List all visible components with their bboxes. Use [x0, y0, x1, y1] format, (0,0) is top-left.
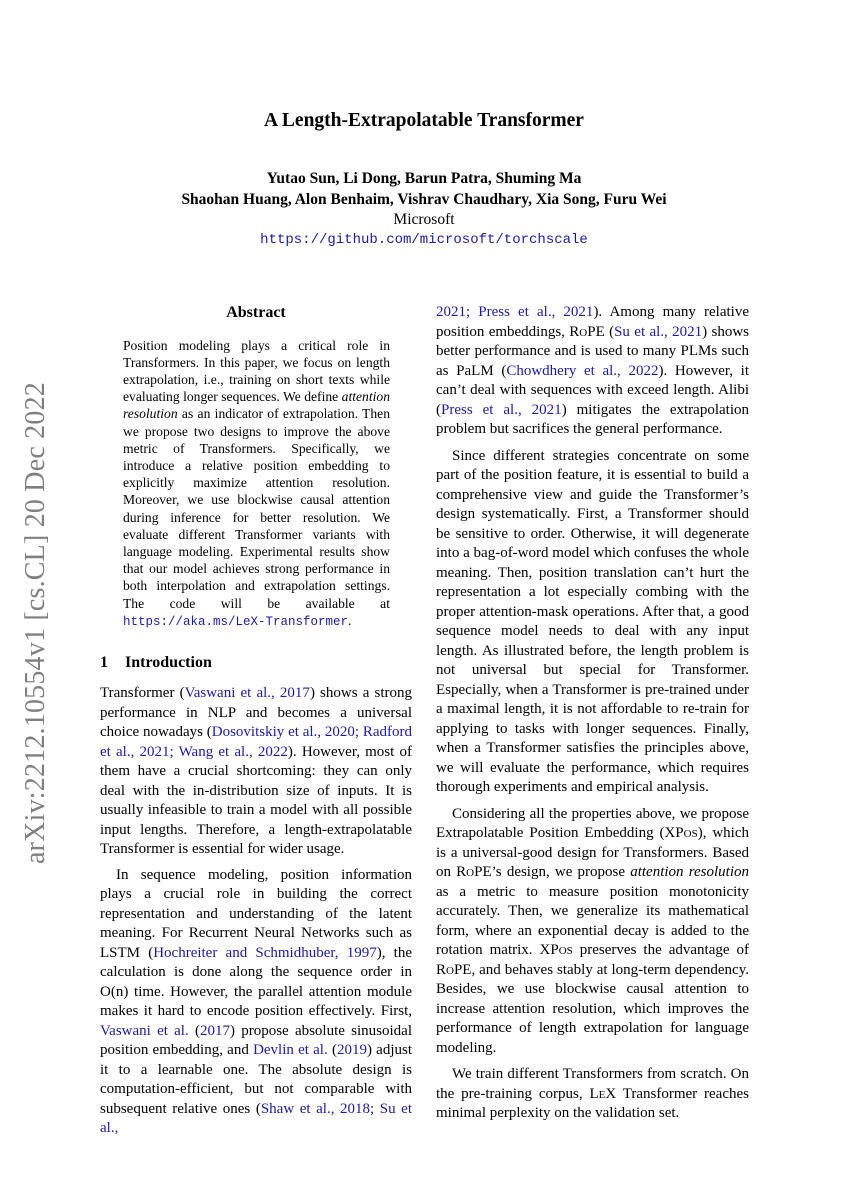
- abstract-heading: Abstract: [226, 304, 286, 321]
- citation-link[interactable]: 2019: [336, 1042, 367, 1059]
- arxiv-side-stamp: [14, 375, 58, 870]
- author-list: [0, 168, 848, 210]
- text-run: ), which is a universal-good design for Transformers. Based on: [436, 825, 749, 880]
- text-run: ) mitigates the extrapolation problem but sacrifices the general performance.: [436, 401, 749, 437]
- authors-line-1: Yutao Sun, Li Dong, Barun Patra, Shuming Ma: [266, 170, 582, 187]
- section-number: 1: [100, 653, 108, 671]
- code-link[interactable]: https://aka.ms/LeX-Transformer: [123, 614, 349, 629]
- text-run: ), the calculation is done along the sequence order in O(n) time. However, the parallel attention module makes it hard to encode position effectively. First,: [100, 944, 413, 1020]
- text-run: Transformer reaches minimal perplexity on the validation set.: [436, 1085, 749, 1121]
- text-run: as a metric to measure position monotonicity accurately. Then, we generalize its mathematical form, where an exponential decay is added to the rotation matrix.: [436, 883, 749, 958]
- text-run: We train different Transformers from scratch. On the pre-training corpus,: [436, 1066, 749, 1102]
- text-run: ) propose absolute sinusoidal position embedding, and: [100, 1022, 413, 1059]
- abstract-part: as an indicator of extrapolation. Then we propose two designs to improve the above metric of Transformers. Specifically, we introduce a relative position embedding to explicitly maximize attention resolution. Moreover, we use blockwise causal attention during inference for better resolution. We evaluate different Transformer variants with language modeling. Experimental results show that our model achieves strong performance in both interpolation and extrapolation settings. The code will be available at: [123, 406, 390, 611]
- right-column: [436, 303, 749, 1124]
- right-paragraph-1: Since different strategies concentrate on some part of the position feature, it is essential to build a comprehensive view and guide the Transformer’s design systematically. First, a Transformer should be sensitive to order. Otherwise, it will degenerate into a bag-of-word model which confuses the whole meaning. Then, position translation can’t hurt the representation a lot especially combing with the proper attention-mask operations. After that, a good sequence model needs to deal with any input length. As illustrated before, the length problem is not universal but special for Transformer. Especially, when a Transformer is pre-trained under a maximal length, it is not affordable to re-train for applying to tasks with longer sequences. Finally, when a Transformer satisfies the principles above, we will evaluate the performance, which requires thorough experiments and empirical analysis.: [436, 447, 749, 795]
- citation-link[interactable]: Su et al., 2021: [614, 323, 703, 340]
- text-run: Considering all the properties above, we propose Extrapolatable Position Embedding (: [436, 805, 749, 841]
- text-run: (: [188, 1022, 200, 1039]
- intro-paragraph-2: [100, 866, 412, 1139]
- section-title: Introduction: [125, 653, 212, 671]
- right-paragraph-0: [436, 303, 749, 440]
- text-run: (: [604, 323, 615, 340]
- paper-header: [0, 110, 848, 250]
- arxiv-identifier: arXiv:2212.10554v1 [cs.CL] 20 Dec 2022: [20, 381, 51, 864]
- text-run: , and behaves stably at long-term dependency. Besides, we use blockwise causal attention to increase attention resolution, which improves the performance of length extrapolation for language modeling.: [436, 961, 749, 1056]
- repository-link[interactable]: https://github.com/microsoft/torchscale: [260, 232, 588, 248]
- paper-title: A Length-Extrapolatable Transformer: [264, 110, 584, 131]
- affiliation: Microsoft: [393, 211, 455, 228]
- method-name: RoPE: [569, 323, 605, 340]
- left-column: [100, 303, 412, 1139]
- citation-link[interactable]: Dosovitskiy et al., 2020; Radford et al., 2021; Wang et al., 2022: [100, 724, 413, 760]
- method-name: RoPE: [456, 864, 492, 880]
- abstract-part: .: [348, 612, 352, 628]
- text-run: ’s design, we propose: [491, 864, 631, 880]
- citation-link[interactable]: Chowdhery et al., 2022: [506, 362, 659, 379]
- method-name: XPos: [539, 942, 573, 958]
- text-run: preserves the advantage of: [572, 942, 750, 958]
- citation-link[interactable]: 2017: [199, 1022, 230, 1039]
- citation-link[interactable]: Hochreiter and Schmidhuber, 1997: [153, 944, 377, 961]
- text-run: (: [327, 1042, 337, 1059]
- right-paragraph-2: [436, 805, 749, 1059]
- abstract-part: Position modeling plays a critical role in Transformers. In this paper, we focus on length extrapolation, i.e., training on short texts while evaluating longer sequences. We define: [123, 337, 390, 405]
- citation-link[interactable]: Vaswani et al., 2017: [184, 685, 310, 702]
- method-name: RoPE: [436, 961, 472, 978]
- right-paragraph-3: [436, 1065, 749, 1124]
- text-run: ) shows better performance and is used to many PLMs such as PaLM (: [436, 323, 749, 379]
- authors-line-2: Shaohan Huang, Alon Benhaim, Vishrav Chaudhary, Xia Song, Furu Wei: [181, 191, 667, 208]
- citation-link[interactable]: Vaswani et al.: [100, 1022, 189, 1039]
- text-run: Transformer (: [100, 685, 185, 702]
- abstract-emphasis: attention resolution: [123, 389, 390, 422]
- citation-link[interactable]: Press et al., 2021: [441, 401, 562, 418]
- intro-paragraph-1: [100, 684, 412, 860]
- method-name: XPos: [664, 825, 698, 841]
- section-heading-introduction: [100, 653, 412, 673]
- text-run: ). However, it can’t deal with sequences with exceed length. Alibi (: [436, 362, 749, 418]
- abstract-text: [123, 337, 390, 631]
- text-run: ). However, most of them have a crucial shortcoming: they can only deal with the in-distribution size of inputs. It is usually infeasible to train a model with all possible input lengths. Therefore, a length-extrapolatable Transformer is essential for wider usage.: [100, 743, 412, 858]
- emphasis: attention resolution: [630, 864, 749, 880]
- text-run: ) shows a strong performance in NLP and becomes a universal choice nowadays (: [100, 685, 412, 741]
- text-run: ) adjust it to a learnable one. The absolute design is computation-efficient, but not comparable with subsequent relative ones (: [100, 1042, 412, 1117]
- citation-link[interactable]: Devlin et al.: [253, 1042, 328, 1059]
- citation-link[interactable]: Shaw et al., 2018; Su et al.,: [100, 1100, 412, 1137]
- text-run: In sequence modeling, position information plays a crucial role in building the correct representation and understanding of the latent meaning. For Recurrent Neural Networks such as LSTM (: [100, 866, 412, 961]
- citation-link[interactable]: 2021; Press et al., 2021: [436, 304, 594, 320]
- text-run: ). Among many relative position embeddings,: [436, 304, 749, 340]
- method-name: LeX: [589, 1085, 617, 1102]
